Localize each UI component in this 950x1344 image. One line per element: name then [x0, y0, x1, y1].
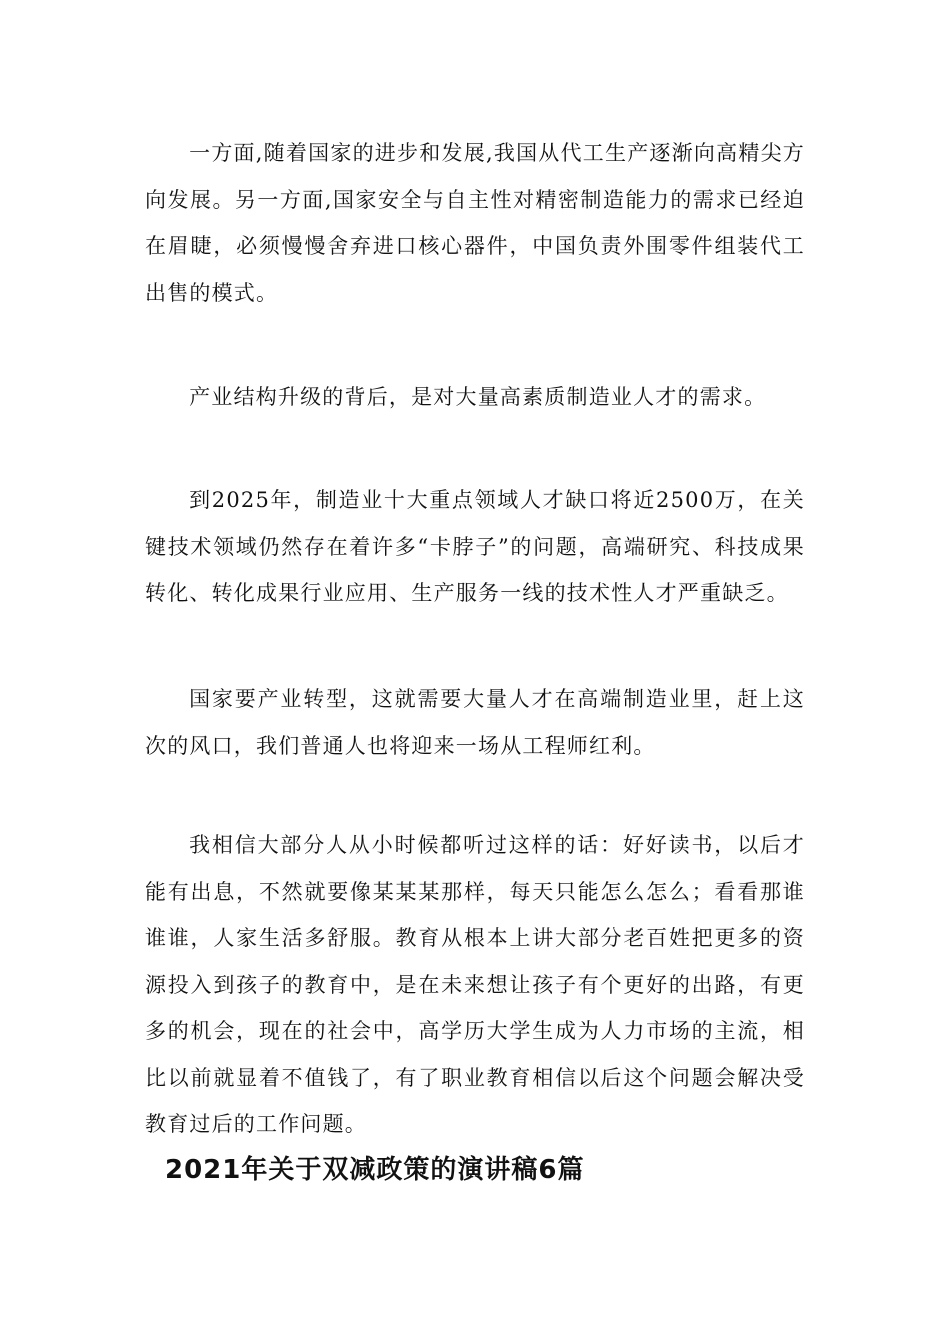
paragraph-1: 一方面,随着国家的进步和发展,我国从代工生产逐渐向高精尖方向发展。另一方面,国家安全与自主性对精密制造能力的需求已经迫在眉睫，必须慢慢舍弃进口核心器件，中国负责外围零件组装代工出售的模式。	[145, 141, 805, 305]
section-heading: 2021年关于双减政策的演讲稿6篇	[165, 1155, 585, 1185]
paragraph-4: 国家要产业转型，这就需要大量人才在高端制造业里，赶上这次的风口，我们普通人也将迎来一场从工程师红利。	[145, 687, 805, 758]
paragraph-5: 我相信大部分人从小时候都听过这样的话：好好读书，以后才能有出息，不然就要像某某某那样，每天只能怎么怎么；看看那谁谁谁，人家生活多舒服。教育从根本上讲大部分老百姓把更多的资源投入到孩子的教育中，是在未来想让孩子有个更好的出路，有更多的机会，现在的社会中，高学历大学生成为人力市场的主流，相比以前就显着不值钱了，有了职业教育相信以后这个问题会解决受教育过后的工作问题。	[145, 833, 805, 1136]
paragraph-3: 到2025年，制造业十大重点领域人才缺口将近2500万，在关键技术领域仍然存在着许多“卡脖子”的问题，高端研究、科技成果转化、转化成果行业应用、生产服务一线的技术性人才严重缺乏。	[145, 488, 805, 605]
paragraph-2: 产业结构升级的背后，是对大量高素质制造业人才的需求。	[189, 385, 767, 409]
